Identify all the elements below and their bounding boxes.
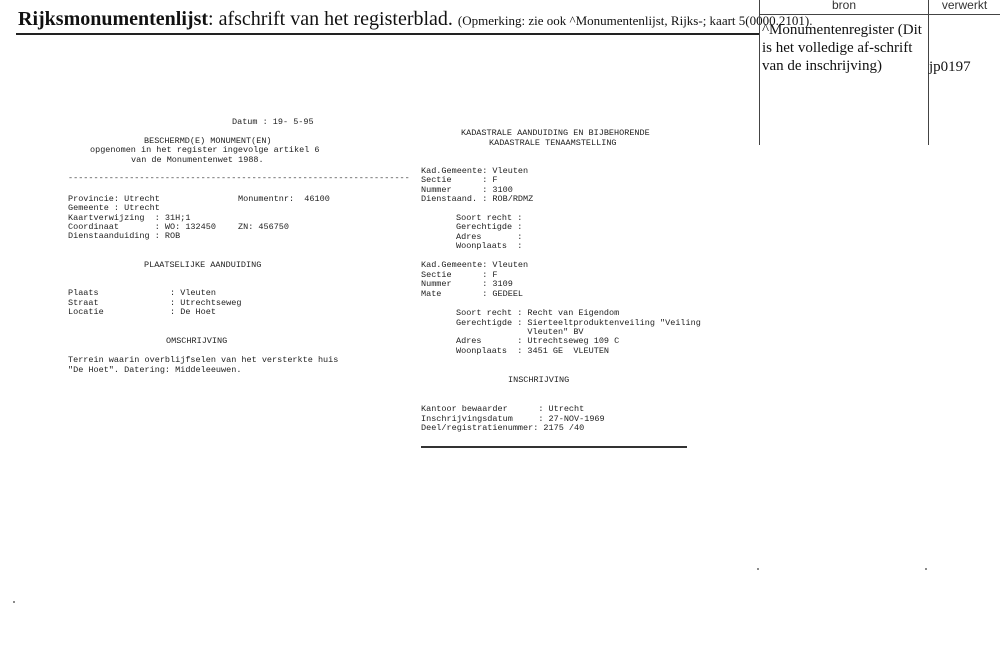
b-sectie-line: Sectie : F [421,270,498,280]
right-heading-2: KADASTRALE TENAAMSTELLING [489,138,617,148]
omschrijving-line-1: Terrein waarin overblijfselen van het versterkte huis [68,355,339,365]
b-mate-line: Mate : GEDEEL [421,289,524,299]
inschrijving-heading: INSCHRIJVING [508,375,570,385]
verwerkt-label: verwerkt [941,0,988,12]
a-woonplaats-line: Woonplaats : [456,241,523,251]
scan-speck [925,568,927,570]
bron-label: bron [831,0,857,12]
b-gerechtigde-line-2: Vleuten" BV [456,327,584,337]
b-gerechtigde-line: Gerechtigde : Sierteeltproduktenveiling "Veiling [456,318,701,328]
title-note: (Opmerking: zie ook ^Monumentenlijst, Rijks-; kaart 5(0000.2101). [457,13,813,28]
a-nummer-line: Nummer : 3100 [421,185,513,195]
provincie-line: Provincie: Utrecht [68,194,160,204]
left-heading-3: van de Monumentenwet 1988. [131,155,264,165]
monumentnr-line: Monumentnr: 46100 [238,194,330,204]
b-woonplaats-line: Woonplaats : 3451 GE VLEUTEN [456,346,610,356]
datum-line: Datum : 19- 5-95 [232,117,314,127]
b-gemeente-line: Kad.Gemeente: Vleuten [421,260,529,270]
scan-speck [13,601,15,603]
kaartverwijzing-line: Kaartverwijzing : 31H;1 [68,213,191,223]
gemeente-line: Gemeente : Utrecht [68,203,160,213]
left-heading-2: opgenomen in het register ingevolge artikel 6 [90,145,320,155]
coordinaat-line: Coordinaat : WO: 132450 [68,222,216,232]
inschrijvingsdatum-line: Inschrijvingsdatum : 27-NOV-1969 [421,414,605,424]
title-rest: : afschrift van het registerblad. [208,8,453,30]
scan-speck [757,568,759,570]
right-heading-1: KADASTRALE AANDUIDING EN BIJBEHORENDE [461,128,650,138]
kantoor-line: Kantoor bewaarder : Utrecht [421,404,585,414]
straat-line: Straat : Utrechtseweg [68,298,242,308]
a-adres-line: Adres : [456,232,523,242]
verwerkt-text: jp0197 [929,59,971,75]
a-gerechtigde-line: Gerechtigde : [456,222,523,232]
meta-left-border [759,0,760,145]
omschrijving-heading: OMSCHRIJVING [166,336,228,346]
b-nummer-line: Nummer : 3109 [421,279,513,289]
left-heading-1: BESCHERMD(E) MONUMENT(EN) [144,136,272,146]
zn-line: ZN: 456750 [238,222,290,232]
dashed-separator: ------------------------------------------------------------------- [68,173,410,183]
plaatselijke-heading: PLAATSELIJKE AANDUIDING [144,260,262,270]
bottom-rule [421,446,687,448]
dienstaanduiding-line: Dienstaanduiding : ROB [68,231,181,241]
b-soort-line: Soort recht : Recht van Eigendom [456,308,620,318]
deel-line: Deel/registratienummer: 2175 /40 [421,423,585,433]
a-soort-line: Soort recht : [456,213,523,223]
b-adres-line: Adres : Utrechtseweg 109 C [456,336,620,346]
meta-header-rule [759,14,1000,15]
locatie-line: Locatie : De Hoet [68,307,216,317]
omschrijving-line-2: "De Hoet". Datering: Middeleeuwen. [68,365,242,375]
a-sectie-line: Sectie : F [421,175,498,185]
title-bold: Rijksmonumentenlijst [18,8,209,30]
a-dienst-line: Dienstaand. : ROB/RDMZ [421,194,534,204]
plaats-line: Plaats : Vleuten [68,288,216,298]
bron-text: ^Monumentenregister (Dit is het volledige af-schrift van de inschrijving) [762,22,922,74]
a-gemeente-line: Kad.Gemeente: Vleuten [421,166,529,176]
